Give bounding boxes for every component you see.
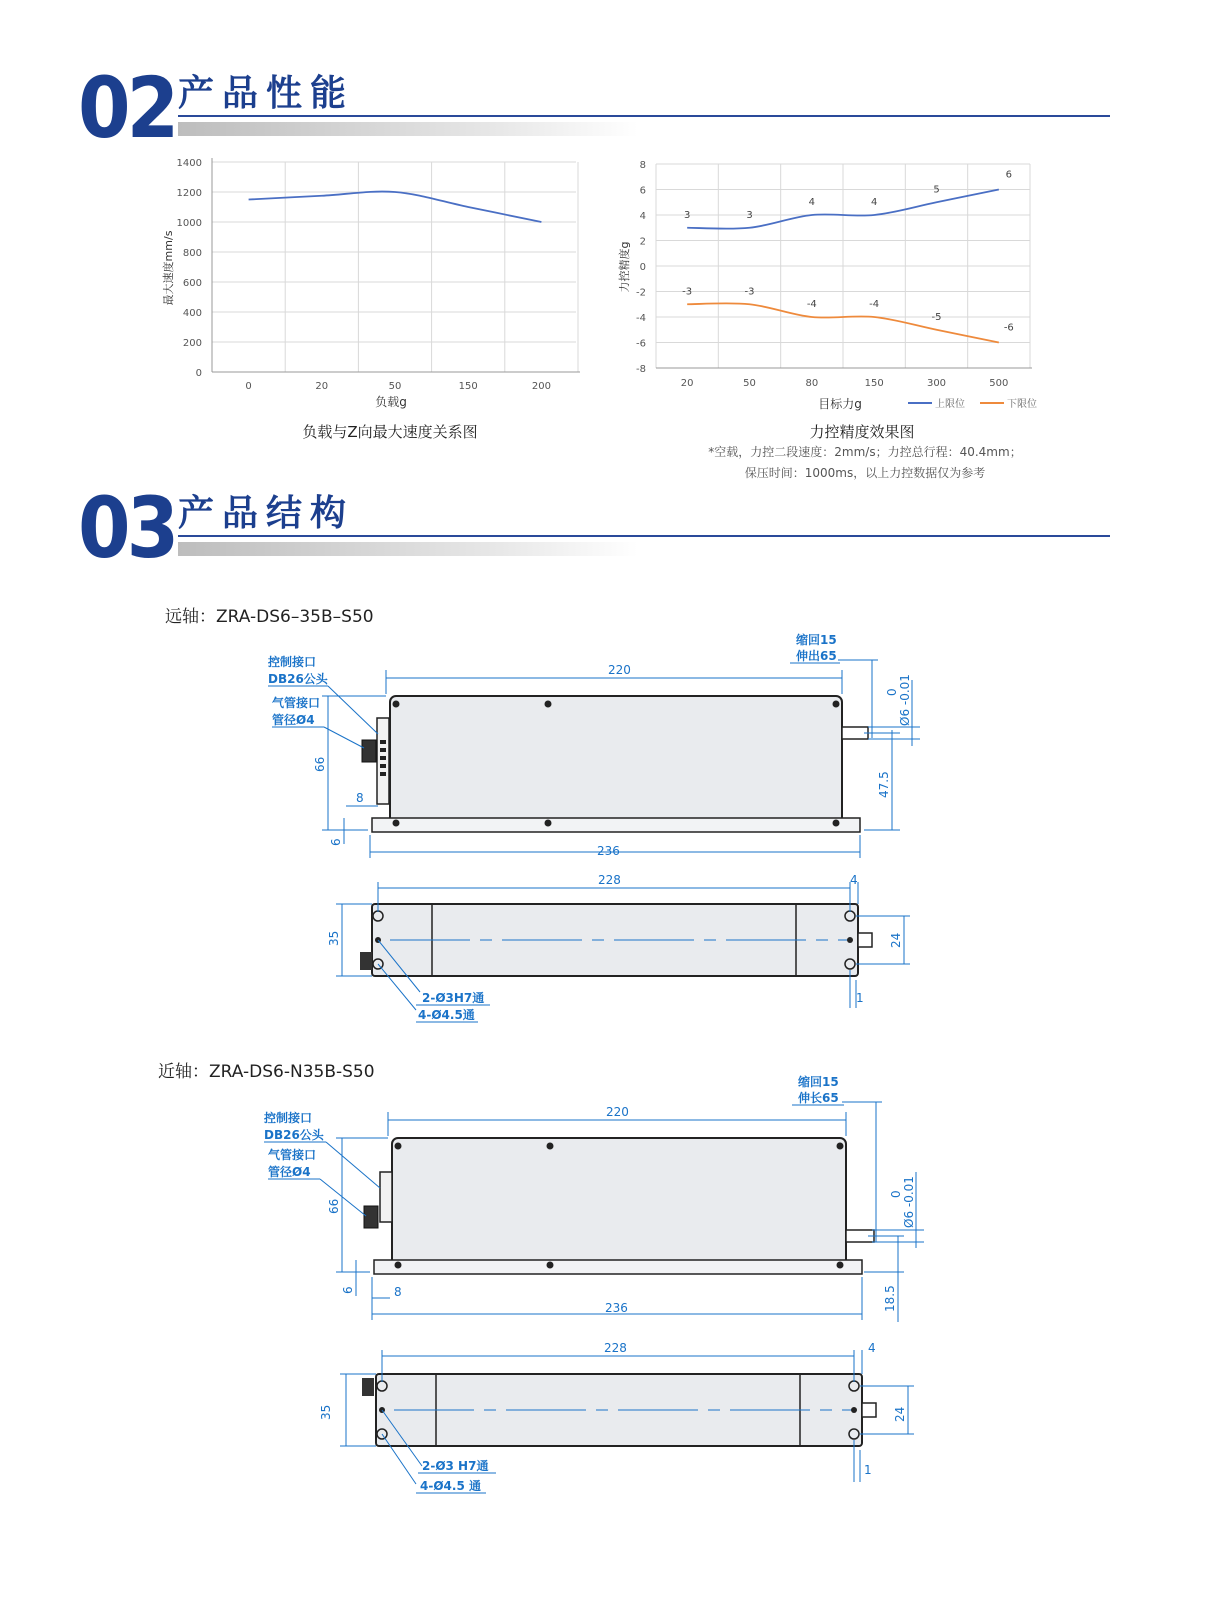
port-label-2: DB26公头 bbox=[268, 672, 328, 686]
pin-icon bbox=[380, 740, 386, 744]
drawing-near-axis bbox=[260, 1072, 960, 1512]
data-label: -4 bbox=[869, 299, 880, 310]
pin-icon bbox=[380, 748, 386, 752]
section-header-structure bbox=[78, 479, 1118, 577]
chart2-title: 力控精度效果图 bbox=[809, 423, 915, 441]
dim-8: 8 bbox=[356, 791, 364, 805]
y-tick-label: -4 bbox=[636, 313, 646, 324]
screw-icon bbox=[393, 701, 400, 708]
model-label-near: 近轴：ZRA-DS6-N35B-S50 bbox=[158, 1062, 375, 1082]
divider bbox=[178, 115, 1110, 117]
y-tick-label: 200 bbox=[182, 338, 202, 349]
dim-236: 236 bbox=[605, 1301, 628, 1315]
y-tick-label: 0 bbox=[195, 368, 202, 379]
divider-bar bbox=[178, 542, 638, 556]
speed-load-chart bbox=[150, 150, 590, 425]
x-tick-label: 500 bbox=[989, 378, 1009, 389]
air-label: 气管接口 bbox=[272, 696, 321, 710]
pin-hole-icon bbox=[851, 1407, 857, 1413]
data-label: 6 bbox=[1005, 169, 1013, 181]
pin-hole-icon bbox=[847, 937, 853, 943]
air-label-2: 管径Ø4 bbox=[268, 1165, 311, 1179]
x-tick-label: 200 bbox=[531, 381, 551, 392]
dim-6: 6 bbox=[341, 1286, 355, 1294]
actuator-body bbox=[390, 696, 842, 830]
section-header-performance bbox=[78, 59, 1118, 157]
screw-icon bbox=[393, 820, 400, 827]
data-label: 4 bbox=[808, 197, 816, 208]
screw-icon bbox=[547, 1143, 554, 1150]
screw-icon bbox=[837, 1143, 844, 1150]
chart1-xlabel: 负载g bbox=[375, 395, 407, 409]
extend-label: 伸长65 bbox=[798, 1091, 839, 1105]
shaft-tolerance: Ø6 -0.01 bbox=[898, 674, 912, 726]
screw-icon bbox=[833, 820, 840, 827]
dim-6: 6 bbox=[329, 838, 343, 846]
data-label: 5 bbox=[933, 184, 940, 196]
data-label: 4 bbox=[870, 197, 878, 208]
pin-icon bbox=[380, 772, 386, 776]
hole-spec-1: 2-Ø3 H7通 bbox=[422, 1459, 489, 1473]
x-tick-label: 20 bbox=[315, 381, 329, 392]
legend-upper-label: 上限位 bbox=[935, 399, 965, 410]
x-tick-label: 50 bbox=[388, 381, 402, 392]
data-label: -5 bbox=[931, 311, 942, 323]
screw-icon bbox=[545, 701, 552, 708]
y-tick-label: 2 bbox=[639, 236, 646, 248]
y-tick-label: -2 bbox=[636, 287, 646, 299]
y-tick-label: 1200 bbox=[176, 188, 202, 199]
output-shaft bbox=[858, 933, 872, 947]
pin-icon bbox=[380, 756, 386, 760]
screw-icon bbox=[395, 1262, 402, 1269]
force-accuracy-chart bbox=[612, 152, 1052, 422]
dim-47-5: 47.5 bbox=[877, 771, 891, 798]
x-tick-label: 150 bbox=[864, 378, 884, 389]
divider bbox=[178, 535, 1110, 537]
dim-228: 228 bbox=[604, 1341, 627, 1355]
air-fitting-icon bbox=[362, 740, 376, 762]
output-shaft bbox=[862, 1403, 876, 1417]
model-label-far: 远轴：ZRA-DS6–35B–S50 bbox=[165, 607, 374, 627]
drawing-far-axis bbox=[260, 630, 960, 1050]
legend-lower-label: 下限位 bbox=[1007, 399, 1037, 410]
air-label-2: 管径Ø4 bbox=[272, 713, 315, 727]
speed-series-line bbox=[249, 192, 542, 222]
y-tick-label: 6 bbox=[639, 185, 646, 197]
dim-35: 35 bbox=[327, 930, 341, 946]
tol-zero: 0 bbox=[889, 1190, 903, 1198]
air-fitting-icon bbox=[360, 952, 372, 970]
dim-4: 4 bbox=[850, 873, 858, 887]
data-label: -6 bbox=[1003, 322, 1014, 334]
air-label: 气管接口 bbox=[268, 1148, 317, 1162]
x-tick-label: 0 bbox=[245, 381, 252, 392]
y-tick-label: -8 bbox=[636, 364, 646, 375]
air-fitting-icon bbox=[362, 1378, 374, 1396]
x-tick-label: 50 bbox=[743, 378, 756, 389]
pin-icon bbox=[380, 764, 386, 768]
y-tick-label: 0 bbox=[639, 262, 646, 273]
dim-236: 236 bbox=[597, 844, 620, 858]
shaft-tolerance: Ø6 -0.01 bbox=[902, 1176, 916, 1228]
data-label: -4 bbox=[806, 299, 817, 310]
dim-66: 66 bbox=[327, 1198, 341, 1214]
retract-label: 缩回15 bbox=[798, 1075, 839, 1089]
retract-label: 缩回15 bbox=[796, 633, 837, 647]
chart2-xlabel: 目标力g bbox=[818, 397, 862, 411]
port-label-2: DB26公头 bbox=[264, 1128, 324, 1142]
db26-connector bbox=[380, 1172, 392, 1222]
x-tick-label: 300 bbox=[926, 378, 947, 389]
y-tick-label: 4 bbox=[639, 211, 646, 222]
dim-24: 24 bbox=[889, 932, 903, 948]
tol-zero: 0 bbox=[885, 688, 899, 696]
data-label: -3 bbox=[744, 286, 755, 298]
screw-icon bbox=[545, 820, 552, 827]
chart-note bbox=[655, 442, 1075, 484]
y-tick-label: 400 bbox=[182, 308, 202, 319]
dim-35: 35 bbox=[319, 1404, 333, 1420]
dim-4: 4 bbox=[868, 1341, 876, 1355]
chart1-ylabel: 最大速度mm/s bbox=[162, 230, 175, 306]
dim-220: 220 bbox=[606, 1105, 629, 1119]
data-label: 3 bbox=[746, 209, 753, 221]
note-line-1: *空载，力控二段速度：2mm/s；力控总行程：40.4mm； bbox=[708, 445, 1022, 459]
y-tick-label: 8 bbox=[639, 160, 646, 171]
dim-1: 1 bbox=[864, 1463, 872, 1477]
y-tick-label: 800 bbox=[182, 248, 202, 259]
dim-8: 8 bbox=[394, 1285, 402, 1299]
port-label: 控制接口 bbox=[264, 1111, 313, 1125]
air-fitting-icon bbox=[364, 1206, 378, 1228]
dim-66: 66 bbox=[313, 756, 327, 772]
mounting-base bbox=[372, 818, 860, 832]
x-tick-label: 80 bbox=[805, 378, 819, 389]
port-label: 控制接口 bbox=[268, 655, 317, 669]
hole-spec-1: 2-Ø3H7通 bbox=[422, 991, 485, 1005]
dim-220: 220 bbox=[608, 663, 631, 677]
y-tick-label: 1000 bbox=[176, 218, 202, 229]
section-title: 产品结构 bbox=[178, 493, 355, 534]
dim-24: 24 bbox=[893, 1406, 907, 1422]
section-title: 产品性能 bbox=[178, 73, 355, 114]
dim-228: 228 bbox=[598, 873, 621, 887]
dim-1: 1 bbox=[856, 991, 864, 1005]
screw-icon bbox=[395, 1143, 402, 1150]
hole-spec-2: 4-Ø4.5通 bbox=[418, 1008, 475, 1022]
chart1-title: 负载与Z向最大速度关系图 bbox=[302, 423, 478, 441]
extend-label: 伸出65 bbox=[796, 649, 837, 663]
y-tick-label: -6 bbox=[636, 338, 646, 350]
note-line-2: 保压时间：1000ms，以上力控数据仅为参考 bbox=[744, 466, 986, 480]
screw-icon bbox=[547, 1262, 554, 1269]
data-label: 3 bbox=[683, 209, 691, 221]
divider-bar bbox=[178, 122, 638, 136]
x-tick-label: 20 bbox=[680, 378, 694, 389]
section-number: 03 bbox=[78, 479, 176, 577]
screw-icon bbox=[837, 1262, 844, 1269]
screw-icon bbox=[833, 701, 840, 708]
x-tick-label: 150 bbox=[458, 381, 478, 392]
dim-18-5: 18.5 bbox=[883, 1285, 897, 1312]
db26-connector bbox=[377, 718, 389, 804]
hole-spec-2: 4-Ø4.5 通 bbox=[420, 1479, 481, 1493]
mounting-base bbox=[374, 1260, 862, 1274]
chart2-ylabel: 力控精度g bbox=[618, 241, 631, 293]
section-number: 02 bbox=[78, 59, 176, 157]
y-tick-label: 1400 bbox=[176, 158, 202, 169]
actuator-body bbox=[392, 1138, 846, 1272]
data-label: -3 bbox=[682, 286, 693, 298]
y-tick-label: 600 bbox=[182, 278, 202, 289]
